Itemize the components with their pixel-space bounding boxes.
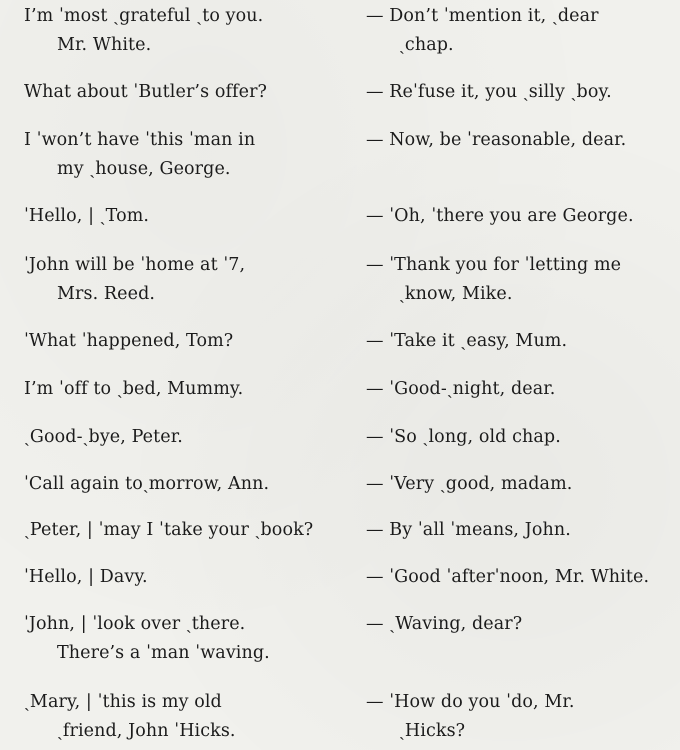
prompt-line: my ˎhouse, George.: [57, 159, 231, 179]
response-line: ˎknow, Mike.: [399, 284, 513, 304]
response-line: ˏchap.: [399, 35, 454, 55]
dialogue-prompt: [24, 126, 255, 184]
prompt-line: There’s a ˈman ˈwaving.: [57, 643, 270, 663]
dialogue-response: [366, 327, 567, 356]
prompt-line: ˎMary, | ˈthis is my old: [24, 692, 222, 712]
response-line: — ˈHow do you ˈdo, Mr.: [366, 692, 575, 712]
dialogue-response: [366, 423, 561, 452]
response-line: — ˈThank you for ˈletting me: [366, 255, 622, 275]
response-line: — Reˈfuse it, you ˎsilly ˎboy.: [366, 82, 612, 102]
dialogue-response: [366, 688, 575, 746]
dialogue-response: [366, 2, 599, 60]
dialogue-response: [366, 610, 522, 639]
response-line: — ˈGood-ˏnight, dear.: [366, 379, 556, 399]
prompt-line: ˈCall again toˎmorrow, Ann.: [24, 474, 270, 494]
response-line: — ˈTake it ˏeasy, Mum.: [366, 331, 568, 351]
dialogue-prompt: [24, 78, 267, 107]
dialogue-prompt: [24, 688, 236, 746]
dialogue-response: [366, 251, 621, 309]
prompt-line: ˈHello, | Davy.: [24, 567, 148, 587]
prompt-line: ˎGood-ˏbye, Peter.: [24, 427, 183, 447]
response-line: ˏHicks?: [399, 721, 466, 741]
dialogue-response: [366, 470, 572, 499]
prompt-line: I ˈwon’t have ˈthis ˈman in: [24, 130, 256, 150]
dialogue-prompt: [24, 516, 313, 545]
dialogue-prompt: [24, 202, 149, 231]
prompt-line: ˈJohn, | ˈlook over ˎthere.: [24, 614, 246, 634]
response-line: — ˈGood ˈafterˈnoon, Mr. White.: [366, 567, 650, 587]
prompt-line: ˈWhat ˈhappened, Tom?: [24, 331, 234, 351]
dialogue-response: [366, 78, 612, 107]
prompt-line: ˎPeter, | ˈmay I ˈtake your ˏbook?: [24, 520, 314, 540]
response-line: — Now, be ˈreasonable, dear.: [366, 130, 627, 150]
response-line: — ˈSo ˏlong, old chap.: [366, 427, 561, 447]
dialogue-prompt: [24, 610, 270, 668]
prompt-line: ˏfriend, John ˈHicks.: [57, 721, 236, 741]
dialogue-response: [366, 516, 571, 545]
dialogue-prompt: [24, 251, 245, 309]
prompt-line: ˈHello, | ˏTom.: [24, 206, 150, 226]
response-line: — Don’t ˈmention it, ˏdear: [366, 6, 599, 26]
dialogue-prompt: [24, 470, 269, 499]
prompt-line: Mr. White.: [57, 35, 152, 55]
dialogue-prompt: [24, 563, 148, 592]
response-line: — ˈVery ˏgood, madam.: [366, 474, 573, 494]
response-line: — ˈOh, ˈthere you are George.: [366, 206, 634, 226]
dialogue-prompt: [24, 375, 243, 404]
prompt-line: ˈJohn will be ˈhome at ˈ7,: [24, 255, 246, 275]
response-line: — By ˈall ˈmeans, John.: [366, 520, 571, 540]
dialogue-prompt: [24, 2, 263, 60]
response-line: — ˏWaving, dear?: [366, 614, 523, 634]
dialogue-response: [366, 375, 555, 404]
prompt-line: What about ˈButler’s offer?: [24, 82, 268, 102]
dialogue-response: [366, 202, 634, 231]
prompt-line: I’m ˈmost ˎgrateful ˎto you.: [24, 6, 264, 26]
dialogue-response: [366, 126, 626, 155]
prompt-line: Mrs. Reed.: [57, 284, 156, 304]
dialogue-prompt: [24, 327, 233, 356]
dialogue-response: [366, 563, 649, 592]
dialogue-prompt: [24, 423, 183, 452]
prompt-line: I’m ˈoff to ˎbed, Mummy.: [24, 379, 244, 399]
